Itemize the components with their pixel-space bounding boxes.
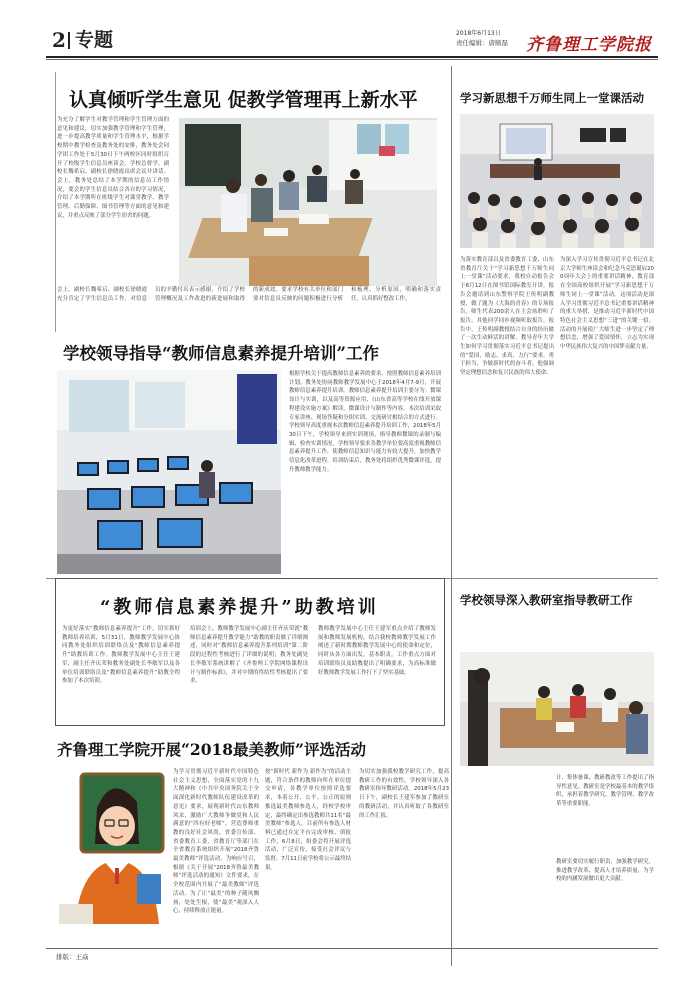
article2-headline: 学校领导指导“教师信息素养提升培训”工作 — [63, 344, 379, 363]
header-rule-thin — [46, 59, 658, 60]
article4-headline: “教师信息素养提升”助教培训 — [100, 597, 379, 618]
article1-body-bottom: 会上，副校长魏希启、副校长徐晓霞充分肯定了学生信息员工作，对信息员的辛勤付出表示感谢，介绍了学校管理概况及工作改进的新进展和取得的新成效。要求学校有关单位和部门要对信息员反映的问题积极进行分析和梳理，分析原因，明确和落实责任，认真抓好整改工作。 — [57, 287, 441, 302]
editor-label: 责任编辑：唐顺磊 — [456, 39, 508, 47]
article-teaching-research-guidance — [456, 578, 658, 768]
article-most-beautiful-teacher — [55, 738, 455, 968]
section-title: 专题 — [75, 29, 114, 51]
article6-headline: 学校领导深入教研室指导教研工作 — [460, 593, 633, 607]
footer-rule — [46, 948, 658, 949]
article1-box-border — [55, 72, 56, 332]
article-study-new-thought — [456, 72, 658, 572]
article1-headline: 认真倾听学生意见 促教学管理再上新水平 — [69, 89, 418, 111]
header-rule — [46, 56, 658, 58]
teacher-illustration — [57, 768, 167, 924]
article-student-feedback — [55, 72, 445, 332]
article5-body-col2: 按“新时代 新作为 新作为”的活动主题，符合条件的教师向所在单位提交申请，各教学单位按照评选要求，本着公开、公平、公正的原则推选最美教师参选人，经校学校审定，最终确定出参选教师共11名“最美教师”参选人。目前所有参选人材料已通过在定平台完成审核、填报工作，6月8日，组委会将开展评选活动，广泛宣传，接受社会评议与监督。7月11日前学校将公示最终结果。 — [265, 769, 351, 871]
article3-photo-lecture-hall — [460, 114, 654, 248]
article3-body-col1: 为落实教育部以及省委教育工委、山东省教育厅关于“学习新思想千万师生同上一堂课”活动要求，我校自动报告会于6月12日在图书馆国际教室开讲。报告会邀请到山东警察学院王传明副教授，做了题为《大海的青春》的专场报告。师生代表200余人在主会场聆听了报告，其他同学同步视频听取报告。报告中，王传明副教授结合自身的经历做了一次生动鲜活的讲解。教导青年大学生如何学习贯彻落实习近平总书记提出的“爱国、励志、求真、力行”要求，勇于担当，争做新时代的奋斗者。他强调坚定理想信念和复兴民族的伟大使命。 — [460, 257, 554, 377]
article1-body-left: 为充分了解学生对教学管理和学生管理方面的意见和建议，切实加强教学管理和学生管理，进一步提高教学质量和学生管理水平，根据学校期中教学检查及教务处的安排，教务处会同学团工作处于5月30日下午两校区同时组织召开了校级学生信息员座谈会。学校总督学、副校长魏希启、副校长徐晓霞出席会议并讲话。会上，教务处总结了本学期的信息员工作情况，要会的学生信息员结合各自的学习情况，介绍了本学期所在班级学生对课堂教学、教学管理、后勤保障、图书管理等方面的意见和建议，并重点反映了部分学生宿舍的问题。 — [57, 117, 169, 219]
article4-body-col2: 培训会上，教师教学发展中心副主任齐庆荣就“教师信息素养提升教学能力”助教的职责做了详细阐述，同时对“教师信息素养提升系列培训”第二阶段的过程性考核进行了详细的说明；教务处副处长李敏军系统讲解了《齐鲁理工学院网络课程设计与制作标准》，并对中期的终结性考核提出了要求。 — [190, 626, 308, 685]
masthead-logo: 齐鲁理工学院报 — [526, 35, 652, 55]
article3-headline: 学习新思想千万师生同上一堂课活动 — [460, 91, 644, 105]
page-header — [46, 28, 656, 56]
article5-body-col1: 为学习贯彻习近平新时代中国特色社会主义思想，全面落实党的十九大精神和《中共中央国务院关于全面深化新时代教师队伍建设改革的意见》要求，展现新时代山东教师风采，激励广大教师争做党和人民满意的“四有好老师”，营造尊师重教的良好社会风尚，省委宣传部、省委教育工委、省教育厅等部门在全省教育系统组织开展“2018齐鲁最美教师”评选活动。为响应号召，根据《关于开展“2018齐鲁最美教师”评选活动的通知》文件要求，在全校范围内开展了“最美教师”评选活动。为了让“最美”的种子随风飘扬，处处生根，使“最美”观深入人心，持续释放正能量。 — [173, 769, 259, 915]
article6-photo-research-room — [460, 652, 654, 766]
article6-body-col1: 为切实加强我校教学研究工作，提高教研工作的有效性，学校领导深入各教研室指导教研活动。2018年5月23日下午，副校长王建军参加了教研室的教研活动，并认真听取了各教研室的工作汇报。 — [359, 769, 449, 819]
page-number: 2 — [52, 28, 66, 52]
article-info-literacy-training — [55, 336, 445, 574]
article2-photo-computer-lab — [57, 370, 281, 574]
issue-date: 2018年6月13日 — [456, 30, 501, 37]
article3-body-col2: 为深入学习宣传贯彻习近平总书记在北京大学师生座谈会和纪念马克思诞辰200周年大会上的重要讲话精神，教育部在全国高校组织开展“学习新思想千万师生同上一堂课”活动。这项活动是深入学习贯彻习近平总书记重要讲话精神的重大举措，是推动习近平新时代中国特色社会主义思想“三进”的关键一招。活动的开展使广大师生进一步坚定了理想信念，增强了爱国情怀，立志为实现中华民族伟大复兴的中国梦贡献力量。 — [560, 257, 654, 351]
article4-body-col3: 教师教学发展中心主任王建军重点介绍了教师发展和教师发展机构，结合我校教师教学发展工作阐述了新时期教师教学发展中心的使命和定位，同时从各方面出发，基本职责，工作重点方面对培训联络员及助教提出了明确要求，为高标准做好教师教学发展工作打下了坚实基础。 — [318, 626, 436, 676]
article5-headline: 齐鲁理工学院开展“2018最美教师”评选活动 — [57, 740, 366, 759]
article1-photo-meeting — [179, 118, 437, 286]
article2-body: 根据学校关于提高教师信息素养的要求，按照教师信息素养培训计划，教务处协同教师教学发展中心于2018年4月7-9月，开展教师信息素养提升培训。教师信息素养提升培训主要分为：微课设计与实训，以及高等资源应用、《山东省高等学校在线开放课程建设实施方案》解读，微课设计与制作等内容。本次培训采取专家讲座、现场答疑和分组实训、交流研讨相结合的方式进行。学校领导高度重视本次教师信息素养提升培训工作，2018年5月30日下午，学校领导来到实训现场，指导教师微课的录制与编辑，检查实训情况。学校领导要求各教学单位要高度重视教师信息素养提升工作，使教师信息知识与能力有较大提升，加快教学信息化改革进程。培训结束后，教务处将组织优秀微课评选，提升教师教学能力。 — [289, 371, 441, 473]
article5-body-col3: 计、集体备课、教研教改等工作提出了指导性意见。教研室是学校最基本的教学组织，承担着教学研究、教学管理、教学改革等重要职能。 — [556, 775, 654, 808]
article-tutor-training — [55, 578, 445, 726]
layout-credit: 排版：王焱 — [56, 953, 89, 961]
article4-body-col1: 为更好落实“教师信息素养提升”工作，切实抓好教师培养培训，5月31日，教师教学发展中心协同教务处组织培训联络员及“教师信息素养提升”助教培训工作。教师教学发展中心主任王建军、副主任齐庆荣和教务处副处长李敏军以及各单位培训联络员及“教师信息素养提升”助教全程参加了本次培训。 — [62, 626, 180, 685]
header-divider-mark — [68, 32, 70, 49]
article6-body-col2: 教研室要切实履行职责，加强教学研究，推进教学改革，提高人才培养质量，为学校的内涵发展做出更大贡献。 — [556, 859, 654, 883]
